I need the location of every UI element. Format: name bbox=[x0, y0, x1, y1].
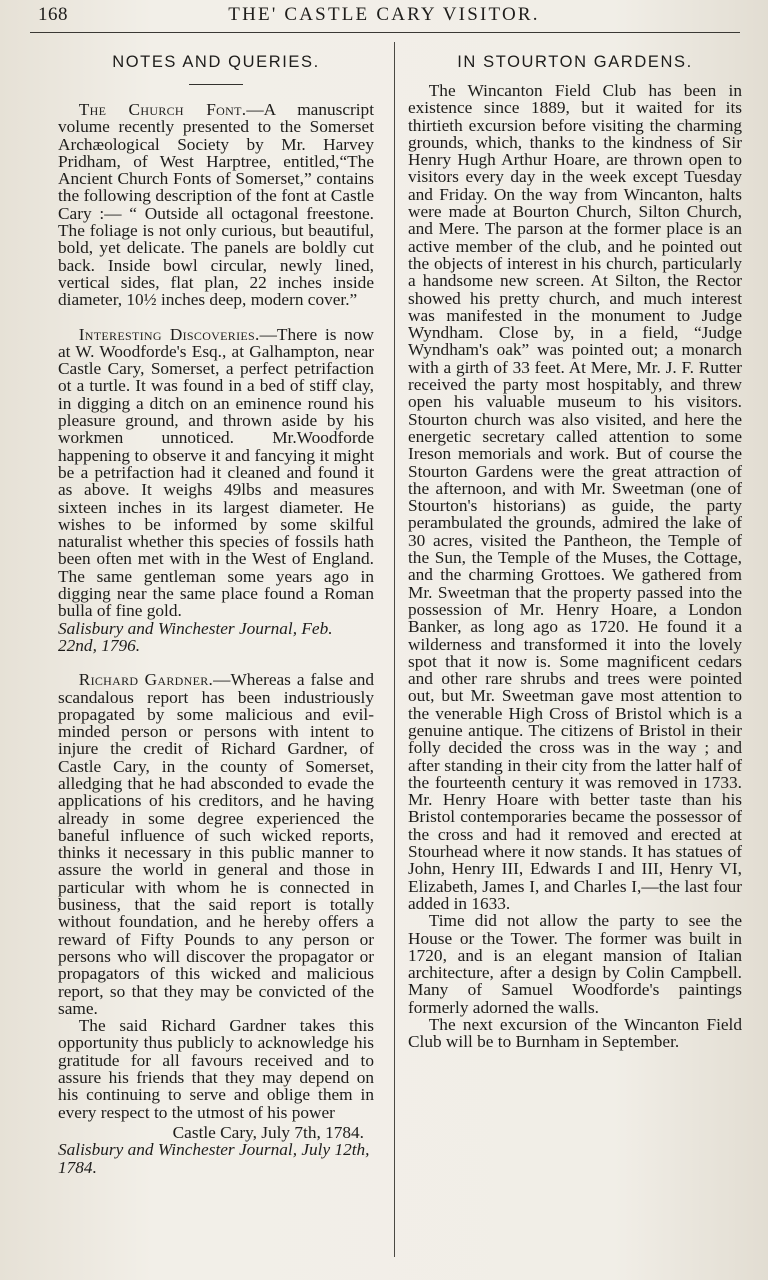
left-column bbox=[58, 46, 374, 1176]
right-column bbox=[408, 46, 742, 1051]
gardner-article bbox=[58, 671, 374, 1017]
church-font-body: —A manuscript volume recently presented to the Somerset Archæological Society by Mr. Harvey Pridham, of West Harptree, entitled,“The Ancient Church Fonts of Somerset,” contains the following description of the font at Castle Cary :— “ Outside all octagonal freestone. The foliage is not only curious, but beautiful, bold, yet delicate. The panels are boldly cut back. Inside bowl circular, newly lined, vertical sides, flat plan, 22 inches inside diameter, 10½ inches deep, modern cover.” bbox=[58, 100, 374, 310]
gardner-body-2: The said Richard Gardner takes this opportunity thus publicly to acknowledge his gratitude for all favours received and to assure his friends that they may depend on his continuing to serve and oblige them in every respect to the utmost of his power bbox=[58, 1016, 374, 1122]
heading-rule bbox=[189, 84, 243, 85]
gardner-signoff: Castle Cary, July 7th, 1784. bbox=[172, 1122, 364, 1142]
gardner-lead: Richard Gardner. bbox=[78, 670, 214, 690]
journal-title: THE' CASTLE CARY VISITOR. bbox=[228, 4, 540, 25]
stourton-paragraph-2: Time did not allow the party to see the House or the Tower. The former was built in 1720, and is an elegant mansion of Italian architecture, after a design by Colin Campbell. Many of Samuel Woodforde's paintings formerly adorned the walls. bbox=[408, 911, 742, 1017]
running-head bbox=[0, 4, 768, 30]
gardner-citation: Salisbury and Winchester Journal, July 12th, 1784. bbox=[58, 1140, 370, 1177]
discoveries-body: —There is now at W. Woodforde's Esq., at Galhampton, near Castle Cary, Somerset, a perfect petrifaction ot a turtle. It was found in a bed of stiff clay, in digging a ditch on an eminence round his pleasure ground, and thrown aside by his workmen unnoticed. Mr.Woodforde happening to observe it and fancying it might be a petrifaction had it cleaned and found it as above. It weighs 49lbs and measures sixteen inches in its largest diameter. He wishes to be informed by some skilful naturalist whether this species of fossils hath been often met with in the West of England. The same gentleman some years ago in digging near the same place found a Roman bulla of fine gold. bbox=[58, 324, 374, 621]
discoveries-article bbox=[58, 326, 374, 620]
page-number: 168 bbox=[38, 4, 68, 25]
header-rule bbox=[30, 32, 740, 33]
notes-and-queries-heading: NOTES AND QUERIES. bbox=[112, 53, 320, 71]
discoveries-citation: Salisbury and Winchester Journal, Feb. 22nd, 1796. bbox=[58, 618, 333, 655]
church-font-article bbox=[58, 101, 374, 309]
column-divider bbox=[394, 42, 395, 1257]
church-font-lead: The Church Font. bbox=[78, 100, 247, 119]
discoveries-lead: Interesting Discoveries. bbox=[78, 324, 260, 344]
stourton-paragraph-1: The Wincanton Field Club has been in existence since 1889, but it waited for its thirtieth excursion before visiting the charming grounds, which, thanks to the kindness of Sir Henry Hugh Arthur Hoare, are thrown open to visitors every day in the week except Tuesday and Friday. On the way from Wincanton, halts were made at Bourton Church, Silton Church, and Mere. The parson at the former place is an active member of the club, and he pointed out the objects of interest in his church, particularly a handsome new screen. At Silton, the Rector showed his pretty church, and much interest was manifested in the monument to Judge Wyndham. Close by, in a field, “Judge Wyndham's oak” was pointed out; a monarch with a girth of 33 feet. At Mere, Mr. J. F. Rutter received the party most hospitably, and threw open his valuable museum to his visitors. Stourton church was also visited, and here the energetic secretary called attention to some Ireson memorials and work. But of course the Stourton Gardens were the great attraction of the afternoon, and with Mr. Sweetman (one of Stourton's historians) as guide, the party perambulated the grounds, admired the lake of 30 acres, visited the Pantheon, the Temple of the Sun, the Temple of the Muses, the Cottage, and the charming Grottoes. We gathered from Mr. Sweetman that the property passed into the possession of Mr. Henry Hoare, a London Banker, as long ago as 1720. He found it a wilderness and transformed it into the lovely spot that it now is. Some magnificent cedars and other rare shrubs and trees were pointed out, but Mr. Sweetman gave most attention to the venerable High Cross of Bristol which is a genuine antique. The citizens of Bristol in their folly decided the cross was in the way ; and after standing in their city from the latter half of the fourteenth century it was removed in 1733. Mr. Henry Hoare with better taste than his Bristol contemporaries became the possessor of the cross and had it removed and erected at Stourhead where it now stands. It has statues of John, Henry III, Edwards I and III, Henry VI, Elizabeth, James I, and Charles I,—the last four added in 1633. bbox=[408, 81, 742, 913]
stourton-gardens-heading: IN STOURTON GARDENS. bbox=[457, 53, 693, 71]
gardner-body: —Whereas a false and scandalous report has been industriously propagated by some malicious and evil-minded person or persons with intent to injure the credit of Richard Gardner, of Castle Cary, in the county of Somerset, alledging that he had absconded to evade the applications of his creditors, and he having already in some degree experienced the baneful influence of such wicked reports, thinks it necessary in this public manner to assure the world in general and those in particular with whom he is connected in business, that the said report is totally without foundation, and he hereby offers a reward of Fifty Pounds to any person or persons who will discover the propagator or propagators of this wicked and malicious report, so that they may be convicted of the same. bbox=[58, 670, 374, 1018]
stourton-paragraph-3: The next excursion of the Wincanton Field Club will be to Burnham in September. bbox=[408, 1015, 742, 1052]
